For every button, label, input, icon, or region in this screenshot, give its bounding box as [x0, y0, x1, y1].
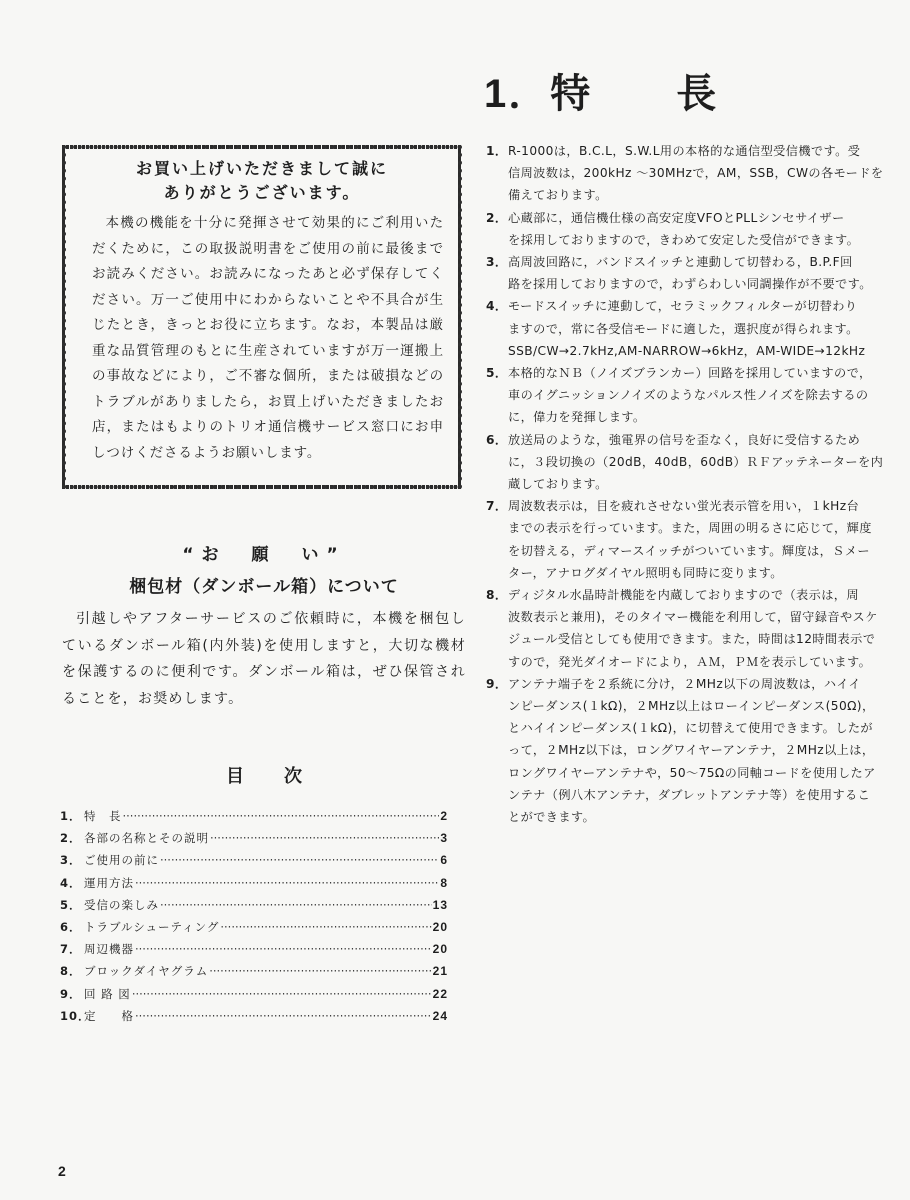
- toc-item-number: 3．: [60, 853, 82, 868]
- toc-item-label: ブロックダイヤグラム: [84, 964, 209, 979]
- toc-item-label: 定 格: [84, 1008, 134, 1023]
- feature-line: R-1000は，B.C.L，S.W.L用の本格的な通信型受信機です。受: [508, 144, 861, 158]
- feature-line: ンテナ（例八木アンテナ，ダブレットアンテナ等）を使用するこ: [508, 787, 871, 802]
- feature-line: ンピーダンス(１kΩ)，２MHz以上はローインピーダンス(50Ω)，: [508, 699, 875, 714]
- toc-item-page: 20: [432, 942, 448, 957]
- toc-leader-dots: [135, 1009, 432, 1023]
- feature-item: [486, 362, 890, 429]
- feature-list: [486, 140, 890, 828]
- feature-text: [508, 251, 890, 295]
- feature-item: [486, 295, 890, 362]
- feature-line: とハイインピーダンス(１kΩ)，に切替えて使用できます。したが: [508, 721, 874, 736]
- toc-item-page: 3: [440, 831, 448, 846]
- request-subheading: 梱包材（ダンボール箱）について: [129, 577, 399, 597]
- toc-item[interactable]: [60, 986, 448, 1008]
- feature-line: ジュール受信としても使用できます。また，時間は12時間表示で: [508, 632, 876, 647]
- toc-item-label: トラブルシューティング: [84, 919, 220, 934]
- toc-item-label: 特 長: [84, 809, 122, 823]
- feature-line: ディジタル水晶時計機能を内蔵しておりますので（表示は，周: [508, 588, 859, 603]
- feature-number: 3．: [486, 255, 508, 270]
- toc-item-number: 2．: [60, 831, 82, 846]
- toc-item-label: 各部の名称とその説明: [84, 831, 209, 846]
- feature-item: [486, 429, 890, 496]
- feature-text: [508, 673, 890, 828]
- toc-item[interactable]: [60, 1008, 448, 1030]
- toc-item-number: 5．: [60, 897, 82, 912]
- feature-line: 信周波数は，200kHz ～30MHzで，AM，SSB，CWの各モードを: [508, 166, 884, 181]
- toc-leader-dots: [209, 964, 431, 978]
- toc-item-page: 13: [432, 897, 448, 912]
- toc-item[interactable]: [60, 963, 448, 985]
- toc-item[interactable]: [60, 852, 448, 874]
- notice-title-line2: ありがとうございます。: [163, 183, 361, 202]
- toc-item[interactable]: [60, 941, 448, 963]
- toc-item-label: 周辺機器: [84, 942, 134, 957]
- toc-item-number: 4．: [60, 875, 82, 890]
- feature-line: に，３段切換の（20dB，40dB，60dB）ＲＦアッテネーターを内: [508, 454, 884, 469]
- toc-item-number: 8．: [60, 964, 82, 979]
- feature-number: 4．: [486, 299, 508, 314]
- feature-line: までの表示を行っています。また，周囲の明るさに応じて，輝度: [508, 521, 872, 536]
- feature-line: 蔵しております。: [508, 477, 608, 492]
- toc-item[interactable]: [60, 808, 448, 830]
- toc-item-number: 7．: [60, 942, 82, 957]
- feature-number: 5．: [486, 366, 508, 381]
- toc-list: [60, 808, 448, 1030]
- feature-text: [508, 207, 890, 251]
- feature-line: 路を採用しておりますので，わずらわしい同調操作が不要です。: [508, 277, 872, 292]
- toc-item-number: 10．: [60, 1008, 91, 1023]
- toc-item[interactable]: [60, 875, 448, 897]
- feature-line: 周波数表示は，目を疲れさせない蛍光表示管を用い，１kHz台: [508, 499, 860, 514]
- toc-leader-dots: [160, 853, 439, 867]
- toc-leader-dots: [220, 920, 431, 934]
- feature-line: 本格的なＮＢ（ノイズブランカー）回路を採用していますので，: [508, 366, 872, 381]
- feature-line: すので，発光ダイオードにより，ＡＭ，ＰＭを表示しています。: [508, 654, 872, 669]
- toc-leader-dots: [132, 987, 432, 1001]
- feature-line: ますので，常に各受信モードに適した，選択度が得られます。: [508, 321, 859, 336]
- request-heading: “お 願 い”: [182, 545, 346, 565]
- feature-item: [486, 140, 890, 207]
- feature-number: 6．: [486, 432, 508, 447]
- feature-number: 8．: [486, 588, 508, 603]
- toc-leader-dots: [210, 831, 439, 845]
- toc-item[interactable]: [60, 830, 448, 852]
- toc-item-label: 回 路 図: [84, 986, 131, 1001]
- feature-item: [486, 251, 890, 295]
- feature-text: [508, 495, 890, 584]
- feature-line: に，偉力を発揮します。: [508, 410, 646, 425]
- toc-item-number: 1．: [60, 809, 82, 823]
- notice-body: 本機の機能を十分に発揮させて効果的にご利用いただくために，この取扱説明書をご使用の前に最後までお読みください。お読みになったあと必ず保存してください。万一ご使用中にわからないことや不具合が生じたとき，きっとお役に立ちます。なお，本製品は厳重な品質管理のもとに生産されていますが万一運搬上の事故などにより，ご不審な個所，または破損などのトラブルがありましたら，お買上げいただきましたお店，またはもよりのトリオ通信機サービス窓口にお申しつけくださるようお願いします。: [92, 215, 444, 461]
- toc-item-page: 21: [432, 964, 448, 979]
- feature-line: を切替える，ディマースイッチがついています。輝度は，Ｓメー: [508, 543, 870, 558]
- toc-leader-dots: [123, 809, 440, 823]
- feature-line: ター，アナログダイヤル照明も同時に変ります。: [508, 565, 783, 580]
- toc-leader-dots: [135, 876, 439, 890]
- feature-line: 心蔵部に，通信機仕様の高安定度VFOとPLLシンセサイザー: [508, 210, 845, 225]
- feature-number: 1．: [486, 144, 508, 158]
- toc-item-label: ご使用の前に: [84, 853, 159, 868]
- toc-item-page: 24: [432, 1008, 448, 1023]
- feature-line: ロングワイヤーアンテナや，50～75Ωの同軸コードを使用したア: [508, 765, 876, 780]
- feature-item: [486, 673, 890, 828]
- feature-item: [486, 584, 890, 673]
- toc-title: 目次: [226, 766, 342, 787]
- toc-item-label: 受信の楽しみ: [84, 897, 159, 912]
- feature-line: 高周波回路に，バンドスイッチと連動して切替わる，B.P.F回: [508, 255, 853, 270]
- notice-box: [62, 145, 462, 489]
- feature-line: 放送局のような，強電界の信号を歪なく，良好に受信するため: [508, 432, 861, 447]
- toc-item-label: 運用方法: [84, 875, 134, 890]
- feature-line: を採用しておりますので，きわめて安定した受信ができます。: [508, 232, 860, 247]
- notice-title-line1: お買い上げいただきまして誠に: [135, 159, 388, 178]
- feature-item: [486, 495, 890, 584]
- feature-line: SSB/CW→2.7kHz,AM-NARROW→6kHz，AM-WIDE→12kHz: [508, 343, 866, 358]
- feature-line: って，２MHz以下は，ロングワイヤーアンテナ，２MHz以上は，: [508, 743, 875, 758]
- feature-number: 9．: [486, 676, 508, 691]
- toc-item-number: 6．: [60, 919, 82, 934]
- feature-text: [508, 362, 890, 429]
- toc-leader-dots: [160, 898, 432, 912]
- feature-number: 7．: [486, 499, 508, 514]
- feature-text: [508, 295, 890, 362]
- feature-line: モードスイッチに連動して，セラミックフィルターが切替わり: [508, 299, 858, 314]
- toc-item-page: 20: [432, 919, 448, 934]
- feature-line: アンテナ端子を２系統に分け，２MHz以下の周波数は，ハイイ: [508, 676, 861, 691]
- feature-text: [508, 140, 890, 207]
- feature-item: [486, 207, 890, 251]
- feature-number: 2．: [486, 210, 508, 225]
- toc-item-page: 22: [432, 986, 448, 1001]
- toc-item[interactable]: [60, 919, 448, 941]
- toc-leader-dots: [135, 942, 432, 956]
- feature-line: 備えております。: [508, 188, 608, 203]
- page-number: 2: [58, 1163, 66, 1179]
- section-title: 1．特 長: [484, 72, 719, 116]
- feature-line: 波数表示と兼用)，そのタイマー機能を利用して，留守録音やスケ: [508, 610, 878, 625]
- toc-item-page: 8: [440, 875, 448, 890]
- toc-item-page: 2: [440, 809, 448, 823]
- feature-text: [508, 584, 890, 673]
- toc-item[interactable]: [60, 897, 448, 919]
- request-body: 引越しやアフターサービスのご依頼時に，本機を梱包しているダンボール箱(内外装)を使用しますと，大切な機材を保護するのに便利です。ダンボール箱は，ぜひ保管されることを，お奨めします。: [62, 611, 466, 707]
- feature-text: [508, 429, 890, 496]
- toc-item-page: 6: [440, 853, 448, 868]
- feature-line: 車のイグニッションノイズのようなパルス性ノイズを除去するの: [508, 388, 869, 403]
- feature-line: とができます。: [508, 810, 596, 825]
- toc-item-number: 9．: [60, 986, 82, 1001]
